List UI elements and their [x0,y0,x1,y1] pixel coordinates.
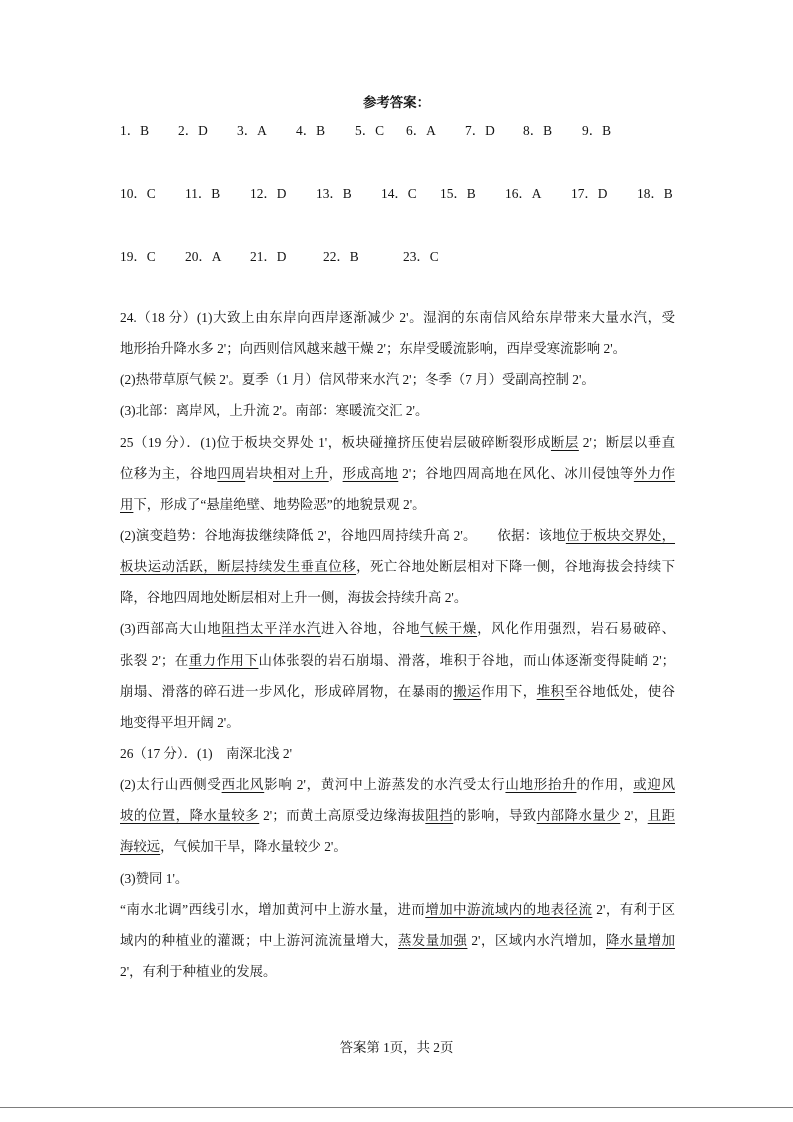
underlined-key-point: 用 [120,496,134,512]
underlined-key-point: 四周 [217,465,246,481]
answer-paragraph [120,894,675,987]
page-footer: 答案第 1页，共 2页 [339,1040,454,1055]
text-line [120,458,675,489]
underlined-key-point: 山地形抬升 [505,777,577,793]
answer-item: 7．D [465,123,495,138]
text-run: 26（17 分）．(1) 南深北浅 2' [120,745,293,761]
answer-row [0,121,793,141]
text-line [120,800,675,831]
answer-item: 18．B [637,186,673,201]
underlined-key-point: 外力作 [633,465,676,481]
text-run: 崩塌、滑落的碎石进一步风化，形成碎屑物，在暴雨的 [120,683,454,699]
answer-item: 8．B [523,123,553,138]
text-line [120,582,675,613]
answer-item: 12．D [250,186,287,201]
underlined-key-point: 阻挡 [425,808,454,824]
page-title: 参考答案： [363,95,430,110]
text-line [120,551,675,582]
answer-item: 22．B [323,249,359,264]
underlined-key-point: 西北风 [221,777,265,793]
answer-paragraph [120,863,675,894]
text-run: 降，谷地四周地处断层相对上升一侧，海拔会持续升高 2'。 [120,590,468,606]
answer-item: 15．B [440,186,476,201]
text-run: 进入谷地，谷地 [320,621,421,637]
text-line [120,427,675,458]
text-line [120,302,675,333]
answer-paragraph [120,302,675,364]
underlined-key-point: 或迎风 [633,777,676,793]
underlined-key-point: 降水量增加 [606,932,676,948]
underlined-key-point: 蒸发量加强 [397,932,468,948]
text-line [120,707,675,738]
text-run: 2'；谷地四周高地在风化、冰川侵蚀等 [398,465,634,481]
text-run: 25（19 分）．(1)位于板块交界处 1'，板块碰撞挤压使岩层破碎断裂形成 [120,434,551,450]
underlined-key-point: 位于板块交界处， [565,527,676,543]
answer-item: 20．A [185,249,222,264]
text-line [120,956,675,987]
text-run: 2'，区域内水汽增加， [467,932,607,948]
underlined-key-point: 气候干燥 [420,621,478,637]
text-run: ，气候加干旱，降水量较少 2'。 [160,839,347,855]
answer-item: 4．B [296,123,326,138]
underlined-key-point: 坡的位置，降水量较多 [120,808,260,824]
answer-item: 19．C [120,249,156,264]
text-run: 下，形成了“悬崖绝壁、地势险恶”的地貌景观 2'。 [133,496,426,512]
underlined-key-point: 板块运动活跃，断层持续发生垂直位移 [120,559,357,575]
text-run: “南水北调”西线引水，增加黄河中上游水量，进而 [120,901,426,917]
answer-item: 1．B [120,123,150,138]
text-line [120,520,675,551]
answer-item: 10．C [120,186,156,201]
answer-item: 6．A [406,123,436,138]
text-run: 作用下， [481,683,537,699]
text-line [120,925,675,956]
answer-row [0,247,793,267]
text-line [120,676,675,707]
text-run: 影响 2'，黄河中上游蒸发的水汽受太行 [264,777,506,793]
text-run: (3)西部高大山地 [120,621,222,637]
underlined-key-point: 阻挡太平洋水汽 [221,621,321,637]
answer-paragraph [120,364,675,395]
text-run: 2'，有利于区 [592,901,676,917]
answer-paragraph [120,738,675,769]
underlined-key-point: 重力作用下 [188,652,259,668]
answer-paragraph [120,395,675,426]
underlined-key-point: 堆积 [536,683,565,699]
answer-paragraph [120,613,675,738]
text-line [120,831,675,862]
text-run: 地形抬升降水多 2'；向西则信风越来越干燥 2'；东岸受暖流影响，西岸受寒流影响 2'。 [120,341,627,357]
text-run: (3)北部：离岸风，上升流 2'。南部：寒暖流交汇 2'。 [120,403,429,419]
answer-item: 11．B [185,186,221,201]
answer-item: 21．D [250,249,287,264]
underlined-key-point: 断层 [550,434,579,450]
answer-item: 2．D [178,123,208,138]
text-run: ，死亡谷地处断层相对下降一侧，谷地海拔会持续下 [356,559,676,575]
answer-item: 16．A [505,186,542,201]
text-run: 张裂 2'；在 [120,652,189,668]
text-run: 24.（18 分）(1)大致上由东岸向西岸逐渐减少 2'。湿润的东南信风给东岸带来大量水汽，受 [120,310,675,325]
answer-item: 13．B [316,186,352,201]
answer-item: 3．A [237,123,267,138]
text-line [120,738,675,769]
text-run: 的作用， [576,777,634,793]
underlined-key-point: 搬运 [453,683,482,699]
text-run: 山体张裂的岩石崩塌、滑落，堆积于谷地，而山体逐渐变得陡峭 2'； [258,652,675,668]
text-run: 2'，有利于种植业的发展。 [120,963,277,979]
text-run: 的影响，导致 [453,808,537,824]
text-line [120,364,675,395]
text-run: (2)演变趋势：谷地海拔继续降低 2'，谷地四周持续升高 2'。 依据：该地 [120,527,566,543]
underlined-key-point: 增加中游流域内的地表径流 [425,901,593,917]
underlined-key-point: 内部降水量少 [536,808,621,824]
text-run: 地变得平坦开阔 2'。 [120,714,240,730]
text-run: (2)热带草原气候 2'。夏季（1 月）信风带来水汽 2'；冬季（7 月）受副高控制 2'。 [120,372,595,388]
text-run: 位移为主，谷地 [120,465,218,481]
text-line [120,489,675,520]
underlined-key-point: 相对上升 [273,465,329,481]
answer-item: 5．C [355,123,385,138]
text-run: 至谷地低处，使谷 [564,683,676,699]
underlined-key-point: 形成高地 [342,465,399,481]
answer-paragraph [120,520,675,613]
underlined-key-point: 海较远 [120,839,161,855]
answer-item: 14．C [381,186,417,201]
answer-item: 17．D [571,186,608,201]
text-run: ，风化作用强烈，岩石易破碎、 [477,621,676,637]
text-line [120,613,675,644]
text-run: 域内的种植业的灌溉；中上游河流流量增大， [120,932,398,948]
text-run: ， [328,465,343,481]
text-run: 2'， [620,808,648,824]
answer-item: 23．C [403,249,439,264]
page-bottom-rule [0,1107,793,1108]
underlined-key-point: 且距 [647,808,676,824]
text-run: 2'；断层以垂直 [578,434,675,450]
answer-item: 9．B [582,123,612,138]
text-line [120,769,675,800]
text-run: 2'；而黄土高原受边缘海拔 [259,808,426,824]
text-line [120,333,675,364]
text-line [120,645,675,676]
answer-paragraph [120,769,675,862]
text-run: (3)赞同 1'。 [120,870,189,886]
text-line [120,395,675,426]
text-line [120,863,675,894]
text-line [120,894,675,925]
text-run: (2)太行山西侧受 [120,777,222,793]
answer-paragraph [120,427,675,520]
text-run: 岩块 [245,465,274,481]
answer-explanations [120,302,675,987]
answer-row [0,184,793,204]
